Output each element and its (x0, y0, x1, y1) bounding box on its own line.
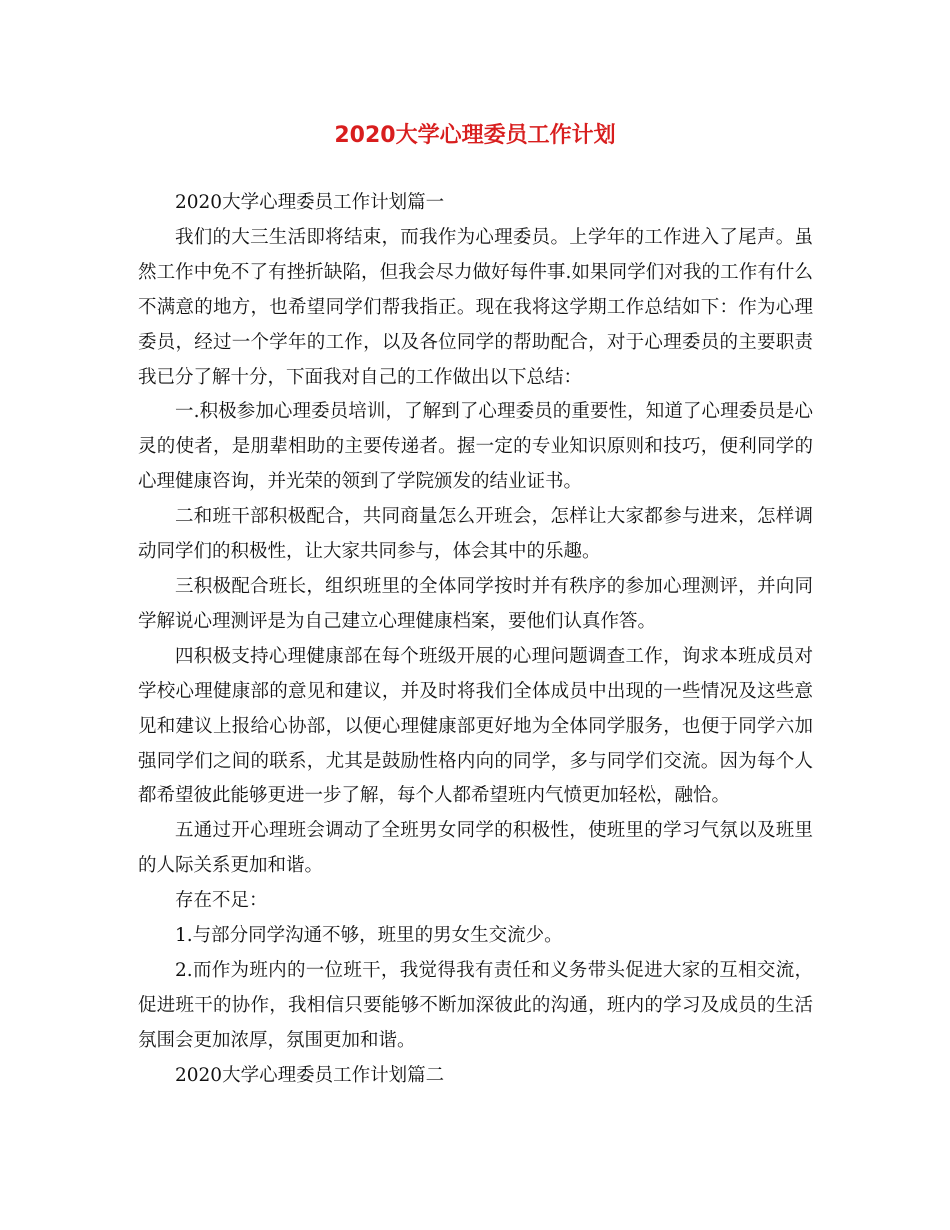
document-body (138, 186, 813, 1094)
paragraph-item-4: 四积极支持心理健康部在每个班级开展的心理问题调查工作，询求本班成员对学校心理健康部的意见和建议，并及时将我们全体成员中出现的一些情况及这些意见和建议上报给心协部，以便心理健康部更好地为全体同学服务，也便于同学六加强同学们之间的联系，尤其是鼓励性格内向的同学，多与同学们交流。因为每个人都希望彼此能够更进一步了解，每个人都希望班内气愤更加轻松，融恰。 (138, 645, 813, 807)
document-title: 2020大学心理委员工作计划 (334, 123, 616, 148)
section-heading-2: 2020大学心理委员工作计划篇二 (175, 1064, 445, 1086)
paragraph-shortcomings-heading: 存在不足： (175, 890, 268, 912)
paragraph-item-5: 五通过开心理班会调动了全班男女同学的积极性，使班里的学习气氛以及班里的人际关系更加和谐。 (138, 820, 813, 877)
paragraph-shortcoming-2: 2.而作为班内的一位班干，我觉得我有责任和义务带头促进大家的互相交流，促进班干的协作，我相信只要能够不断加深彼此的沟通，班内的学习及成员的生活氛围会更加浓厚，氛围更加和谐。 (138, 959, 813, 1051)
paragraph-item-3: 三积极配合班长，组织班里的全体同学按时并有秩序的参加心理测评，并向同学解说心理测评是为自己建立心理健康档案，要他们认真作答。 (138, 575, 813, 632)
section-heading-1: 2020大学心理委员工作计划篇一 (175, 192, 445, 213)
paragraph-intro: 我们的大三生活即将结束，而我作为心理委员。上学年的工作进入了尾声。虽然工作中免不了有挫折缺陷，但我会尽力做好每件事.如果同学们对我的工作有什么不满意的地方，也希望同学们帮我指正。现在我将这学期工作总结如下：作为心理委员，经过一个学年的工作，以及各位同学的帮助配合，对于心理委员的主要职责我已分了解十分，下面我对自己的工作做出以下总结： (138, 226, 813, 388)
paragraph-item-2: 二和班干部积极配合，共同商量怎么开班会，怎样让大家都参与进来，怎样调动同学们的积极性，让大家共同参与，体会其中的乐趣。 (138, 506, 813, 563)
paragraph-shortcoming-1: 1.与部分同学沟通不够，班里的男女生交流少。 (175, 925, 563, 947)
paragraph-item-1: 一.积极参加心理委员培训，了解到了心理委员的重要性，知道了心理委员是心灵的使者，是朋辈相助的主要传递者。握一定的专业知识原则和技巧，便利同学的心理健康咨询，并光荣的领到了学院颁发的结业证书。 (138, 401, 813, 493)
